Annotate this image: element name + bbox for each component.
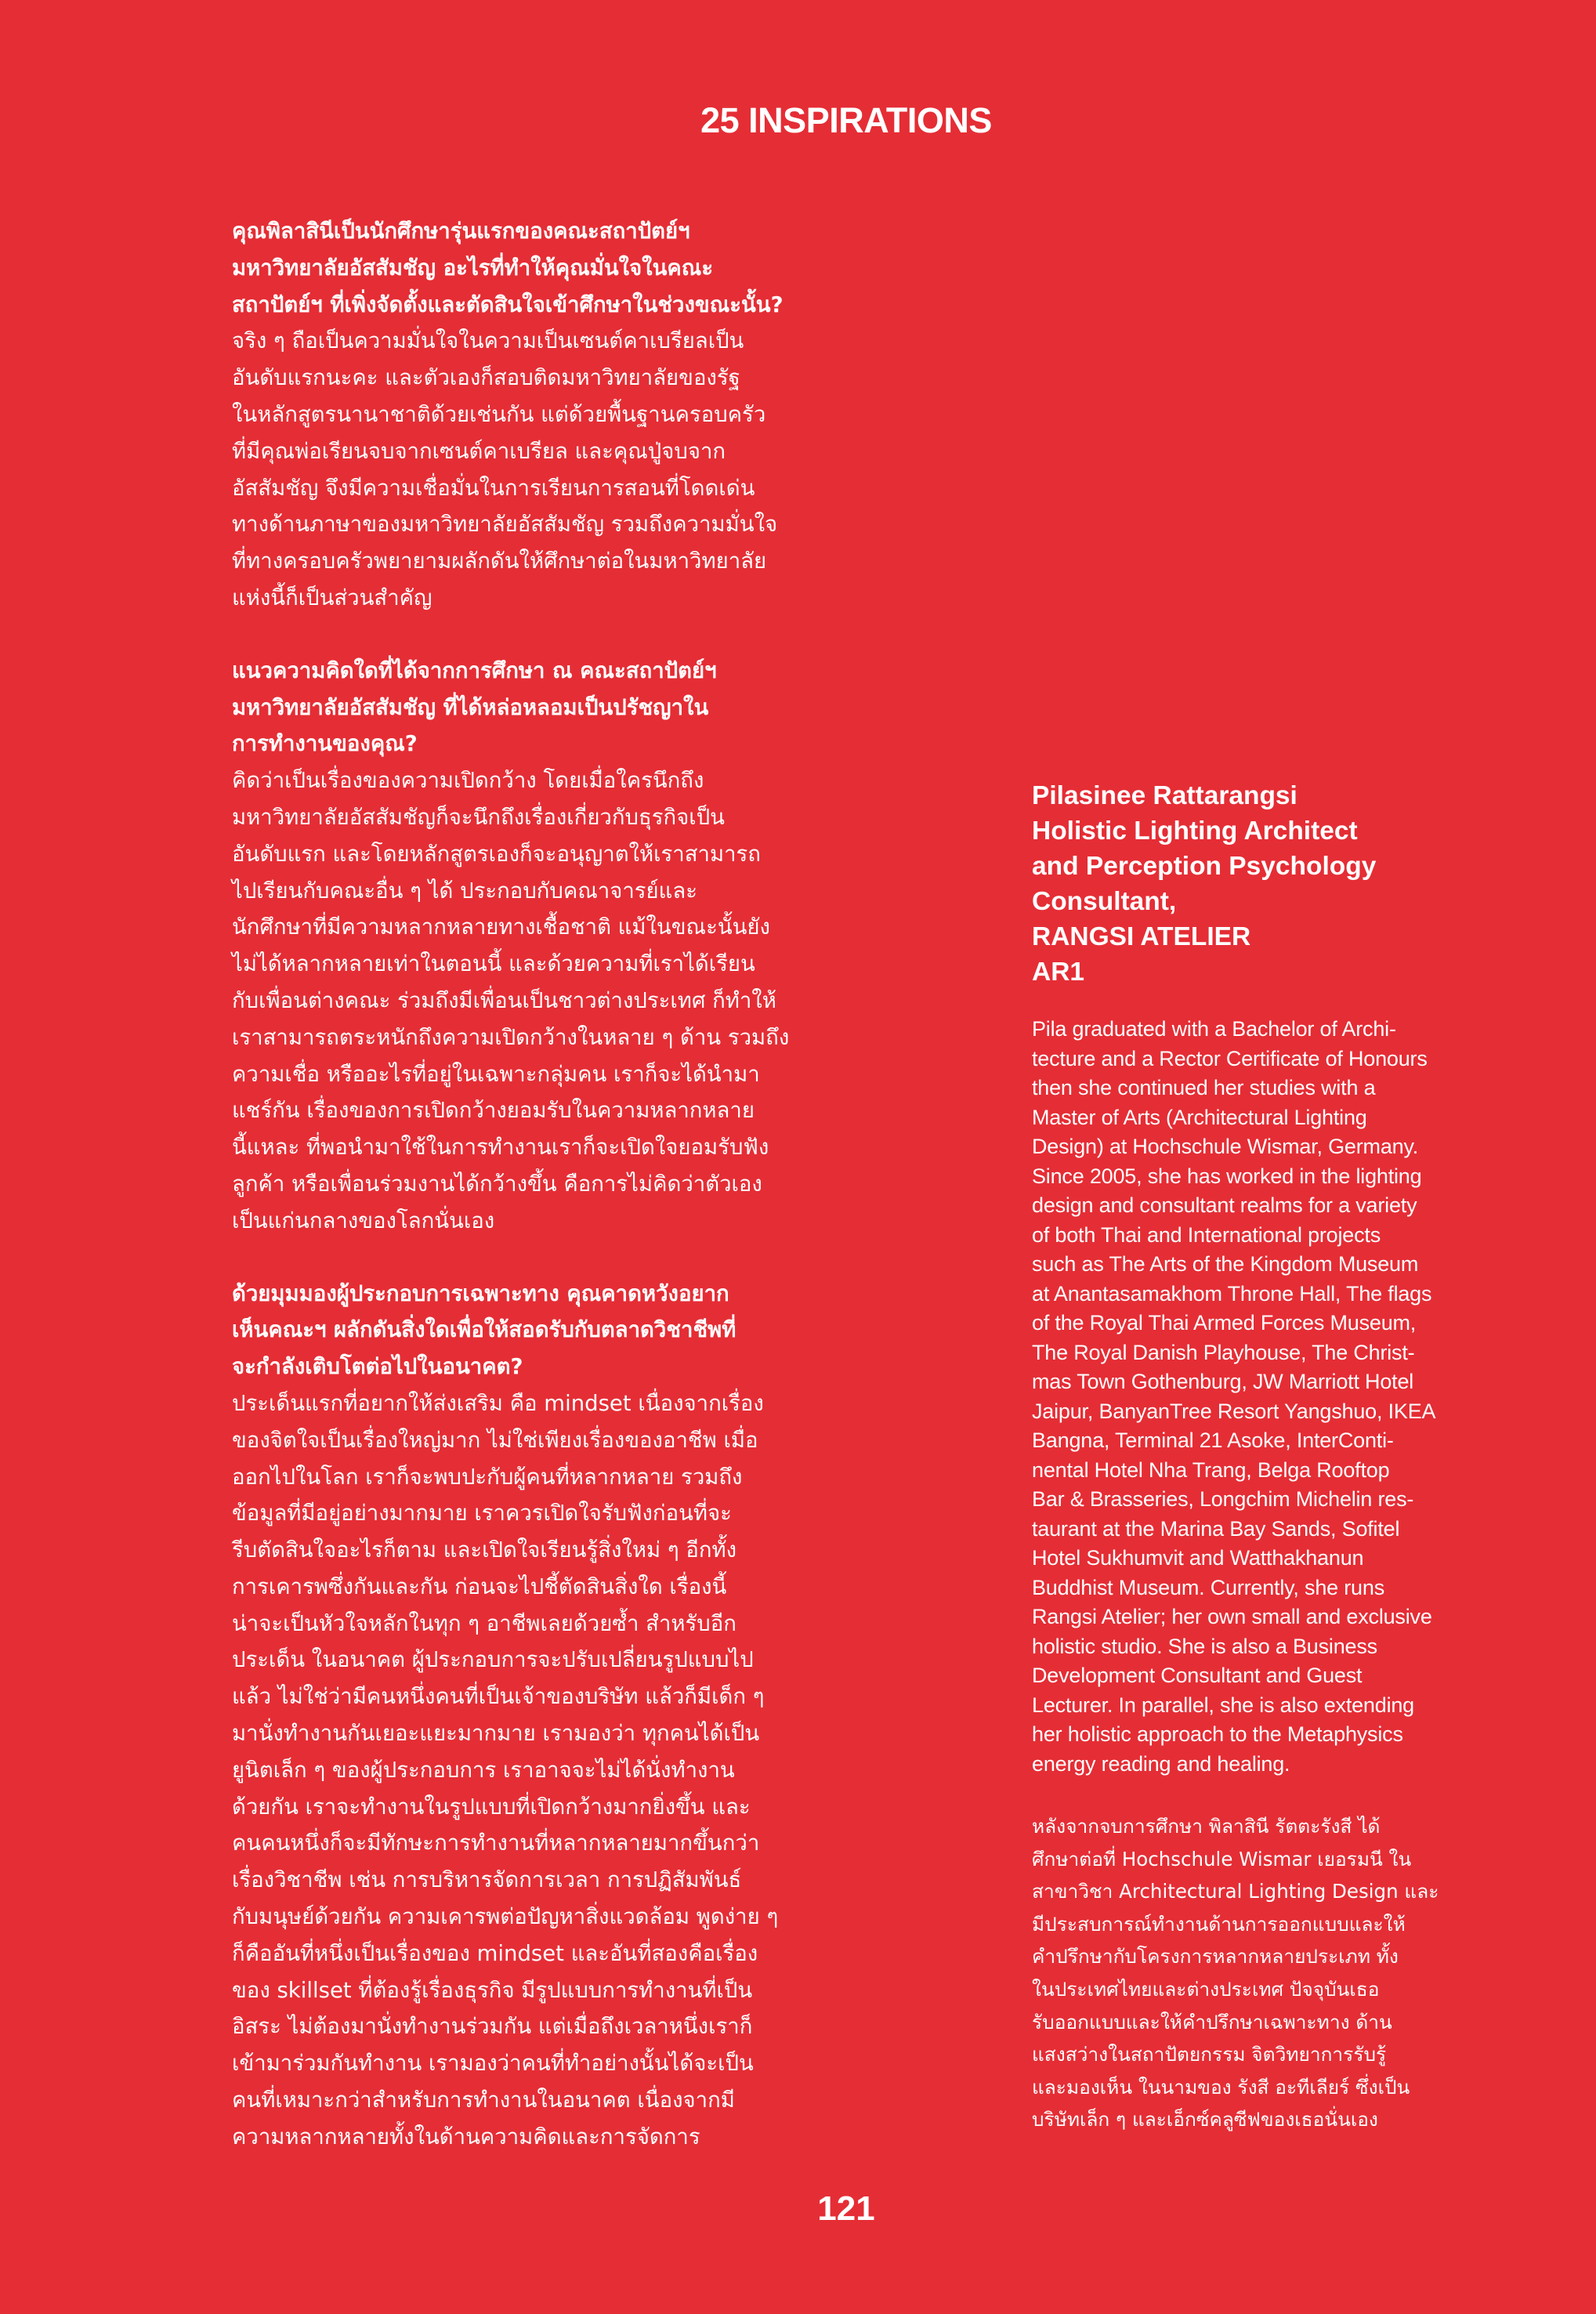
bio-english-line: The Royal Danish Playhouse, The Christ- (1032, 1340, 1415, 1364)
answer-line: มานั่งทำงานกันเยอะแยะมากมาย เรามองว่า ทุกคนได้เป็น (232, 1721, 760, 1747)
bio-english-line: tecture and a Rector Certificate of Honours (1032, 1046, 1428, 1070)
bio-english-line: design and consultant realms for a variety (1032, 1193, 1417, 1217)
answer-line: อิสระ ไม่ต้องมานั่งทำงานร่วมกัน แต่เมื่อถึงเวลาหนึ่งเราก็ (232, 2014, 753, 2040)
answer-line: ประเด็น ในอนาคต ผู้ประกอบการจะปรับเปลี่ยนรูปแบบไป (232, 1647, 754, 1673)
bio-name-line: Pilasinee Rattarangsi (1032, 781, 1297, 810)
bio-name-line: and Perception Psychology (1032, 852, 1377, 881)
answer-line: ของจิตใจเป็นเรื่องใหญ่มาก ไม่ใช่เพียงเรื่องของอาชีพ เมื่อ (232, 1427, 758, 1453)
answer-line: ความเชื่อ หรืออะไรที่อยู่ในเฉพาะกลุ่มคน เราก็จะได้นำมา (232, 1061, 760, 1087)
bio-english-line: Since 2005, she has worked in the lighting (1032, 1164, 1422, 1188)
answer-line: เรื่องวิชาชีพ เช่น การบริหารจัดการเวลา การปฏิสัมพันธ์ (232, 1867, 742, 1893)
answer-line: ไม่ได้หลากหลายเท่าในตอนนี้ และด้วยความที่เราได้เรียน (232, 951, 755, 977)
answer-line: ยูนิตเล็ก ๆ ของผู้ประกอบการ เราอาจจะไม่ได้นั่งทำงาน (232, 1757, 735, 1783)
bio-thai-line: มีประสบการณ์ทำงานด้านการออกแบบและให้ (1032, 1912, 1406, 1936)
answer-line: ของ skillset ที่ต้องรู้เรื่องธุรกิจ มีรูปแบบการทำงานที่เป็น (232, 1977, 753, 2003)
question-line: คุณพิลาสินีเป็นนักศึกษารุ่นแรกของคณะสถาปัตย์ฯ (232, 219, 690, 244)
answer-line: จริง ๆ ถือเป็นความมั่นใจในความเป็นเซนต์คาเบรียลเป็น (232, 328, 744, 354)
qa-block-3 (232, 1276, 824, 2156)
bio-thai-line: สาขาวิชา Architectural Lighting Design และ (1032, 1880, 1439, 1903)
answer-line: อันดับแรกนะคะ และตัวเองก็สอบติดมหาวิทยาลัยของรัฐ (232, 365, 740, 391)
answer-line: น่าจะเป็นหัวใจหลักในทุก ๆ อาชีพเลยด้วยซ้ำ สำหรับอีก (232, 1610, 736, 1636)
bio-name-line: Holistic Lighting Architect (1032, 817, 1358, 846)
bio-english-line: nental Hotel Nha Trang, Belga Rooftop (1032, 1458, 1390, 1482)
bio-thai-line: ศึกษาต่อที่ Hochschule Wismar เยอรมนี ใน (1032, 1847, 1412, 1870)
bio-english-line: of both Thai and International projects (1032, 1222, 1381, 1247)
question (232, 213, 824, 323)
answer-line: มหาวิทยาลัยอัสสัมชัญก็จะนึกถึงเรื่องเกี่ยวกับธุรกิจเป็น (232, 804, 725, 830)
bio-thai-line: รับออกแบบและให้คำปรึกษาเฉพาะทาง ด้าน (1032, 2010, 1392, 2033)
bio-english-line: Pila graduated with a Bachelor of Archi- (1032, 1017, 1396, 1041)
question-line: การทำงานของคุณ? (232, 731, 418, 757)
page-title: 25 INSPIRATIONS (700, 100, 992, 140)
page-number: 121 (817, 2189, 875, 2228)
bio-english-line: her holistic approach to the Metaphysics (1032, 1722, 1403, 1746)
bio-thai (1032, 1810, 1471, 2136)
answer-line: ในหลักสูตรนานาชาติด้วยเช่นกัน แต่ด้วยพื้นฐานครอบครัว (232, 401, 766, 427)
bio-name-title (1032, 778, 1471, 990)
bio-english-line: Jaipur, BanyanTree Resort Yangshuo, IKEA (1032, 1399, 1436, 1423)
bio-name-line: Consultant, (1032, 887, 1177, 916)
answer (232, 323, 824, 616)
answer-line: นักศึกษาที่มีความหลากหลายทางเชื้อชาติ แม้ในขณะนั้นยัง (232, 914, 770, 940)
answer-line: ด้วยกัน เราจะทำงานในรูปแบบที่เปิดกว้างมากยิ่งขึ้น และ (232, 1794, 751, 1820)
answer (232, 1385, 824, 2156)
qa-block-1 (232, 213, 824, 617)
answer-line: ข้อมูลที่มีอยู่อย่างมากมาย เราควรเปิดใจรับฟังก่อนที่จะ (232, 1501, 732, 1526)
bio-english-line: taurant at the Marina Bay Sands, Sofitel (1032, 1516, 1400, 1541)
question-line: มหาวิทยาลัยอัสสัมชัญ อะไรที่ทำให้คุณมั่นใจในคณะ (232, 255, 714, 281)
answer-line: ที่ทางครอบครัวพยายามผลักดันให้ศึกษาต่อในมหาวิทยาลัย (232, 549, 767, 574)
bio-thai-line: แสงสว่างในสถาปัตยกรรม จิตวิทยาการรับรู้ (1032, 2043, 1387, 2066)
bio-english-line: Bar & Brasseries, Longchim Michelin res- (1032, 1487, 1414, 1511)
bio-thai-line: หลังจากจบการศึกษา พิลาสินี รัตตะรังสี ได้ (1032, 1815, 1381, 1838)
bio-english-line: Bangna, Terminal 21 Asoke, InterConti- (1032, 1429, 1394, 1452)
bio-thai-line: ในประเทศไทยและต่างประเทศ ปัจจุบันเธอ (1032, 1977, 1380, 2001)
bio-english-line: Hotel Sukhumvit and Watthakhanun (1032, 1546, 1364, 1570)
bio-english-line: holistic studio. She is also a Business (1032, 1634, 1377, 1658)
answer-line: แชร์กัน เรื่องของการเปิดกว้างยอมรับในความหลากหลาย (232, 1098, 755, 1124)
answer-line: กับมนุษย์ด้วยกัน ความเคารพต่อปัญหาสิ่งแวดล้อม พูดง่าย ๆ (232, 1904, 779, 1930)
bio-column (1032, 778, 1471, 2136)
bio-english-line: Development Consultant and Guest (1032, 1664, 1363, 1687)
bio-english (1032, 1015, 1471, 1779)
question (232, 653, 824, 762)
bio-english-line: at Anantasamakhom Throne Hall, The flags (1032, 1281, 1432, 1305)
answer-line: ประเด็นแรกที่อยากให้ส่งเสริม คือ mindset เนื่องจากเรื่อง (232, 1390, 764, 1416)
bio-name-line: RANGSI ATELIER (1032, 922, 1251, 951)
bio-english-line: of the Royal Thai Armed Forces Museum, (1032, 1311, 1417, 1334)
bio-thai-line: คำปรึกษากับโครงการหลากหลายประเภท ทั้ง (1032, 1945, 1399, 1968)
answer-line: เป็นแก่นกลางของโลกนั่นเอง (232, 1208, 495, 1233)
bio-english-line: energy reading and healing. (1032, 1751, 1290, 1776)
answer-line: ก็คืออันที่หนึ่งเป็นเรื่องของ mindset และอันที่สองคือเรื่อง (232, 1940, 758, 1966)
bio-english-line: Master of Arts (Architectural Lighting (1032, 1105, 1367, 1129)
answer-line: การเคารพซึ่งกันและกัน ก่อนจะไปชี้ตัดสินสิ่งใด เรื่องนี้ (232, 1573, 727, 1599)
question (232, 1276, 824, 1385)
answer (232, 762, 824, 1239)
bio-english-line: Buddhist Museum. Currently, she runs (1032, 1575, 1384, 1599)
bio-english-line: Lecturer. In parallel, she is also extending (1032, 1693, 1414, 1717)
question-line: จะกำลังเติบโตต่อไปในอนาคต? (232, 1354, 523, 1380)
answer-line: แล้ว ไม่ใช่ว่ามีคนหนึ่งคนที่เป็นเจ้าของบริษัท แล้วก็มีเด็ก ๆ (232, 1684, 765, 1710)
bio-name-line: AR1 (1032, 958, 1085, 987)
bio-thai-line: บริษัทเล็ก ๆ และเอ็กซ์คลูซีฟของเธอนั่นเอง (1032, 2108, 1378, 2131)
answer-line: กับเพื่อนต่างคณะ ร่วมถึงมีเพื่อนเป็นชาวต่างประเทศ ก็ทำให้ (232, 987, 776, 1013)
bio-english-line: mas Town Gothenburg, JW Marriott Hotel (1032, 1370, 1414, 1393)
answer-line: ทางด้านภาษาของมหาวิทยาลัยอัสสัมชัญ รวมถึงความมั่นใจ (232, 512, 778, 538)
question-line: ด้วยมุมมองผู้ประกอบการเฉพาะทาง คุณคาดหวังอยาก (232, 1280, 729, 1306)
answer-line: อันดับแรก และโดยหลักสูตรเองก็จะอนุญาตให้เราสามารถ (232, 841, 761, 867)
bio-english-line: Design) at Hochschule Wismar, Germany. (1032, 1135, 1419, 1158)
answer-line: อัสสัมชัญ จึงมีความเชื่อมั่นในการเรียนการสอนที่โดดเด่น (232, 475, 755, 501)
answer-line: คนที่เหมาะกว่าสำหรับการทำงานในอนาคต เนื่องจากมี (232, 2088, 735, 2113)
answer-line: ลูกค้า หรือเพื่อนร่วมงานได้กว้างขึ้น คือการไม่คิดว่าตัวเอง (232, 1171, 762, 1197)
bio-english-line: Rangsi Atelier; her own small and exclusive (1032, 1605, 1432, 1628)
interview-column (232, 213, 824, 2192)
question-line: มหาวิทยาลัยอัสสัมชัญ ที่ได้หล่อหลอมเป็นปรัชญาใน (232, 694, 709, 720)
bio-thai-line: และมองเห็น ในนามของ รังสี อะทีเลียร์ ซึ่งเป็น (1032, 2075, 1410, 2099)
question-line: แนวความคิดใดที่ได้จากการศึกษา ณ คณะสถาปัตย์ฯ (232, 657, 717, 683)
answer-line: รีบตัดสินใจอะไรก็ตาม และเปิดใจเรียนรู้สิ่งใหม่ ๆ อีกทั้ง (232, 1537, 737, 1563)
answer-line: นี้แหละ ที่พอนำมาใช้ในการทำงานเราก็จะเปิดใจยอมรับฟัง (232, 1135, 769, 1161)
answer-line: เข้ามาร่วมกันทำงาน เรามองว่าคนที่ทำอย่างนั้นได้จะเป็น (232, 2051, 754, 2077)
bio-english-line: such as The Arts of the Kingdom Museum (1032, 1252, 1419, 1276)
answer-line: เราสามารถตระหนักถึงความเปิดกว้างในหลาย ๆ ด้าน รวมถึง (232, 1024, 790, 1050)
answer-line: แห่งนี้ก็เป็นส่วนสำคัญ (232, 585, 432, 610)
answer-line: ออกไปในโลก เราก็จะพบปะกับผู้คนที่หลากหลาย รวมถึง (232, 1464, 743, 1490)
qa-block-2 (232, 653, 824, 1240)
answer-line: คนคนหนึ่งก็จะมีทักษะการทำงานที่หลากหลายมากขึ้นกว่า (232, 1831, 760, 1856)
answer-line: ความหลากหลายทั้งในด้านความคิดและการจัดการ (232, 2124, 700, 2149)
answer-line: ที่มีคุณพ่อเรียนจบจากเซนต์คาเบรียล และคุณปู่จบจาก (232, 438, 726, 464)
answer-line: คิดว่าเป็นเรื่องของความเปิดกว้าง โดยเมื่อใครนึกถึง (232, 768, 704, 794)
question-line: สถาปัตย์ฯ ที่เพิ่งจัดตั้งและตัดสินใจเข้าศึกษาในช่วงขณะนั้น? (232, 292, 784, 317)
answer-line: ไปเรียนกับคณะอื่น ๆ ได้ ประกอบกับคณาจารย์และ (232, 878, 698, 904)
question-line: เห็นคณะฯ ผลักดันสิ่งใดเพื่อให้สอดรับกับตลาดวิชาชีพที่ (232, 1317, 736, 1343)
bio-english-line: then she continued her studies with a (1032, 1076, 1376, 1099)
